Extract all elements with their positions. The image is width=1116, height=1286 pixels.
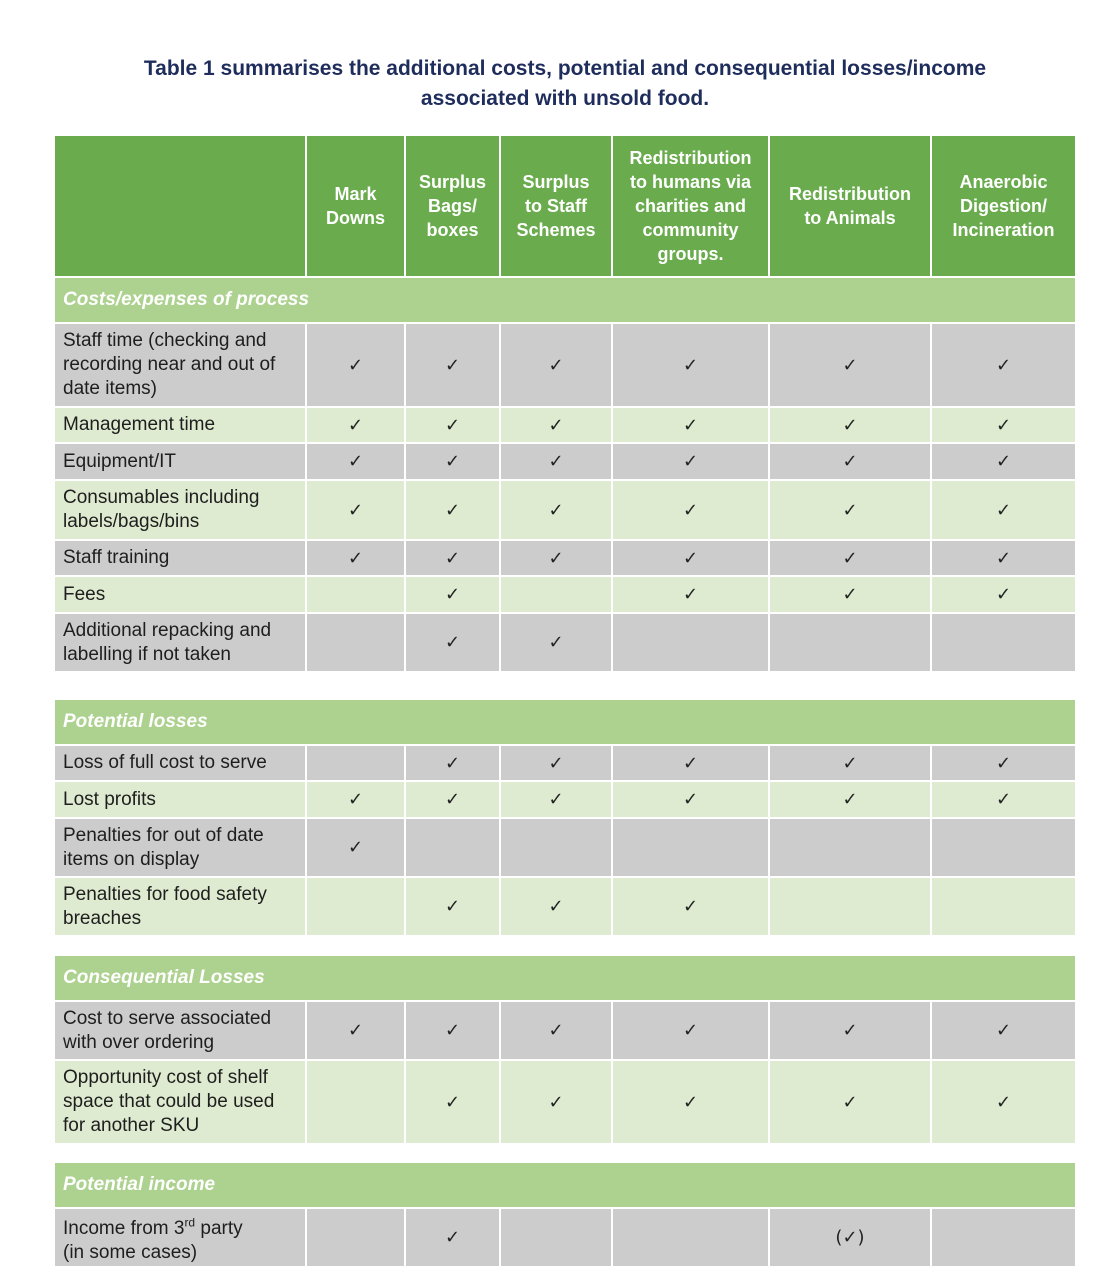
section-title: Costs/expenses of process bbox=[63, 289, 310, 310]
table-cell bbox=[307, 481, 404, 539]
table-cell bbox=[613, 444, 768, 479]
checkmark-icon: ✓ bbox=[444, 896, 461, 917]
table-cell bbox=[613, 408, 768, 442]
table-cell bbox=[406, 541, 499, 575]
checkmark-icon: ✓ bbox=[548, 499, 564, 521]
table-cell bbox=[613, 1061, 768, 1143]
line-text: date items) bbox=[63, 378, 157, 399]
table-cell bbox=[406, 324, 499, 406]
table-cell bbox=[501, 1061, 611, 1143]
checkmark-icon: ✓ bbox=[444, 1091, 461, 1113]
table-cell bbox=[406, 878, 499, 935]
row-label bbox=[55, 481, 305, 539]
line-text: Opportunity cost of shelf bbox=[63, 1067, 268, 1088]
checkmark-icon: ✓ bbox=[548, 414, 564, 436]
table-cell bbox=[613, 1002, 768, 1059]
checkmark-icon: ✓ bbox=[548, 789, 564, 810]
section-header bbox=[55, 956, 1075, 1000]
line-text: Redistribution bbox=[629, 148, 752, 168]
checkmark-icon: ✓ bbox=[995, 584, 1012, 605]
table-cell bbox=[307, 1002, 404, 1059]
line-text: Anaerobic bbox=[959, 172, 1048, 192]
table-cell bbox=[613, 541, 768, 575]
table-cell bbox=[307, 878, 404, 935]
table-cell bbox=[501, 878, 611, 935]
table-cell bbox=[932, 1061, 1075, 1143]
checkmark-icon: ✓ bbox=[682, 547, 699, 569]
table-cell bbox=[406, 408, 499, 442]
checkmark-icon: ✓ bbox=[444, 547, 461, 569]
checkmark-icon: ✓ bbox=[842, 499, 858, 521]
checkmark-icon: ✓ bbox=[444, 414, 461, 436]
table-cell bbox=[613, 819, 768, 876]
line-text: Additional repacking and bbox=[63, 619, 272, 641]
checkmark-icon: ✓ bbox=[995, 1020, 1012, 1041]
table-cell bbox=[501, 746, 611, 780]
line-text: Incineration bbox=[952, 220, 1055, 240]
line-text: groups. bbox=[657, 244, 724, 264]
checkmark-icon: ✓ bbox=[995, 451, 1012, 472]
checkmark-icon: ✓ bbox=[682, 789, 699, 810]
checkmark-icon: ✓ bbox=[444, 584, 461, 605]
line-text: Bags/ bbox=[427, 196, 477, 216]
table-cell bbox=[406, 614, 499, 671]
line-text: Income from 3rd party bbox=[63, 1215, 243, 1239]
table-cell bbox=[613, 324, 768, 406]
table-cell bbox=[307, 541, 404, 575]
line-text: Staff time (checking and bbox=[63, 330, 267, 351]
table-cell bbox=[932, 541, 1075, 575]
section-title: Potential income bbox=[63, 1174, 216, 1195]
table-cell bbox=[613, 878, 768, 935]
table-cell bbox=[501, 782, 611, 817]
row-label bbox=[55, 1002, 305, 1059]
line-text: recording near and out of bbox=[63, 354, 276, 375]
table-cell bbox=[406, 1061, 499, 1143]
checkmark-icon: ✓ bbox=[444, 752, 461, 774]
table-cell bbox=[770, 324, 930, 406]
table-cell bbox=[406, 746, 499, 780]
checkmark-icon: ✓ bbox=[995, 547, 1012, 569]
table-cell bbox=[770, 541, 930, 575]
line-text: Management time bbox=[63, 414, 216, 435]
line-text: community bbox=[642, 220, 739, 240]
table-cell bbox=[406, 577, 499, 612]
row-label bbox=[55, 782, 305, 817]
table-cell bbox=[613, 481, 768, 539]
line-text: Digestion/ bbox=[959, 196, 1047, 216]
checkmark-icon: ✓ bbox=[682, 414, 699, 436]
checkmark-icon: ✓ bbox=[347, 547, 364, 569]
checkmark-icon: ✓ bbox=[347, 499, 364, 521]
checkmark-icon: ✓ bbox=[444, 1020, 461, 1041]
caption-line-2: associated with unsold food. bbox=[420, 87, 710, 110]
checkmark-icon: ✓ bbox=[347, 451, 364, 472]
checkmark-icon: ✓ bbox=[444, 354, 461, 376]
table-cell bbox=[406, 1209, 499, 1266]
checkmark-icon: ✓ bbox=[347, 414, 364, 436]
checkmark-icon: ✓ bbox=[682, 499, 699, 521]
checkmark-icon: ✓ bbox=[842, 789, 858, 810]
header-corner bbox=[55, 136, 305, 276]
table-cell bbox=[770, 878, 930, 935]
table-cell bbox=[770, 481, 930, 539]
line-text: breaches bbox=[63, 907, 142, 929]
table-cell bbox=[932, 577, 1075, 612]
table-cell bbox=[932, 1002, 1075, 1059]
table-cell bbox=[406, 1002, 499, 1059]
line-text: Cost to serve associated bbox=[63, 1007, 272, 1029]
checkmark-icon: ✓ bbox=[682, 752, 699, 774]
row-label bbox=[55, 324, 305, 406]
row-label bbox=[55, 1209, 305, 1266]
table-cell bbox=[770, 1061, 930, 1143]
checkmark-icon: ✓ bbox=[347, 1020, 364, 1041]
line-text: labelling if not taken bbox=[63, 643, 231, 665]
table-cell bbox=[501, 1002, 611, 1059]
column-header bbox=[307, 136, 404, 276]
table-cell bbox=[770, 614, 930, 671]
section-title: Consequential Losses bbox=[63, 967, 265, 988]
table-cell bbox=[770, 782, 930, 817]
column-header bbox=[770, 136, 930, 276]
row-label bbox=[55, 1061, 305, 1143]
table-cell bbox=[307, 819, 404, 876]
section-header bbox=[55, 1163, 1075, 1207]
table-cell bbox=[613, 1209, 768, 1266]
line-text: Penalties for food safety bbox=[63, 883, 267, 905]
table-cell bbox=[501, 1209, 611, 1266]
table-cell bbox=[501, 819, 611, 876]
table-cell bbox=[406, 444, 499, 479]
table-cell bbox=[307, 782, 404, 817]
checkmark-icon: ✓ bbox=[444, 789, 461, 810]
checkmark-icon: ✓ bbox=[548, 1020, 564, 1041]
row-label bbox=[55, 746, 305, 780]
table-cell bbox=[932, 819, 1075, 876]
checkmark-icon: ✓ bbox=[548, 896, 564, 917]
table-cell bbox=[501, 324, 611, 406]
table-cell bbox=[770, 577, 930, 612]
checkmark-icon: ✓ bbox=[682, 584, 699, 605]
checkmark-icon: ✓ bbox=[548, 547, 564, 569]
table-cell bbox=[307, 746, 404, 780]
table-cell bbox=[501, 408, 611, 442]
row-label bbox=[55, 577, 305, 612]
checkmark-icon: ✓ bbox=[842, 752, 858, 774]
checkmark-icon: ✓ bbox=[995, 752, 1012, 774]
table-cell bbox=[932, 324, 1075, 406]
column-header bbox=[406, 136, 499, 276]
checkmark-icon: ✓ bbox=[842, 354, 858, 376]
checkmark-icon: ✓ bbox=[548, 632, 564, 653]
checkmark-icon: ✓ bbox=[444, 451, 461, 472]
line-text: Loss of full cost to serve bbox=[63, 752, 267, 773]
line-text: Downs bbox=[325, 208, 385, 228]
checkmark-icon: ✓ bbox=[682, 1091, 699, 1113]
row-label bbox=[55, 614, 305, 671]
table-cell bbox=[307, 324, 404, 406]
checkmark-icon: ✓ bbox=[842, 451, 858, 472]
checkmark-icon: ✓ bbox=[995, 1091, 1012, 1113]
table-cell bbox=[932, 614, 1075, 671]
section-header bbox=[55, 278, 1075, 322]
checkmark-icon: ✓ bbox=[444, 632, 461, 653]
line-text: Equipment/IT bbox=[63, 450, 176, 472]
partial-checkmark-icon: (✓) bbox=[835, 1227, 865, 1248]
line-text: boxes bbox=[426, 220, 479, 240]
table-cell bbox=[932, 878, 1075, 935]
checkmark-icon: ✓ bbox=[548, 752, 564, 774]
line-text: Consumables including bbox=[63, 487, 260, 508]
checkmark-icon: ✓ bbox=[548, 1091, 564, 1113]
checkmark-icon: ✓ bbox=[682, 354, 699, 376]
section-header bbox=[55, 700, 1075, 744]
checkmark-icon: ✓ bbox=[842, 1091, 858, 1113]
checkmark-icon: ✓ bbox=[444, 1227, 461, 1248]
line-text: to Animals bbox=[804, 208, 896, 228]
checkmark-icon: ✓ bbox=[347, 354, 364, 376]
table-cell bbox=[307, 444, 404, 479]
line-text: to humans via bbox=[629, 172, 752, 192]
line-text: Penalties for out of date bbox=[63, 824, 264, 846]
checkmark-icon: ✓ bbox=[682, 451, 699, 472]
line-text: Surplus bbox=[418, 172, 486, 192]
checkmark-icon: ✓ bbox=[548, 354, 564, 376]
table-cell bbox=[307, 1061, 404, 1143]
line-text: Schemes bbox=[516, 220, 596, 240]
table-cell bbox=[406, 782, 499, 817]
table-cell bbox=[307, 577, 404, 612]
table-cell bbox=[932, 481, 1075, 539]
table-cell bbox=[501, 577, 611, 612]
table-cell bbox=[932, 782, 1075, 817]
line-text: space that could be used bbox=[63, 1091, 275, 1112]
row-label bbox=[55, 444, 305, 479]
line-text: Staff training bbox=[63, 547, 170, 568]
checkmark-icon: ✓ bbox=[995, 414, 1012, 436]
column-header bbox=[501, 136, 611, 276]
table-caption bbox=[55, 54, 1075, 114]
table-cell bbox=[613, 782, 768, 817]
table-cell bbox=[932, 1209, 1075, 1266]
row-label bbox=[55, 541, 305, 575]
row-label bbox=[55, 819, 305, 876]
line-text: charities and bbox=[634, 196, 747, 216]
table-cell bbox=[501, 481, 611, 539]
table-cell bbox=[770, 1002, 930, 1059]
table-cell bbox=[613, 746, 768, 780]
table-cell bbox=[501, 444, 611, 479]
checkmark-icon: ✓ bbox=[347, 837, 364, 858]
line-text: labels/bags/bins bbox=[63, 511, 200, 532]
table-cell bbox=[406, 819, 499, 876]
checkmark-icon: ✓ bbox=[347, 789, 364, 810]
table-cell bbox=[501, 541, 611, 575]
checkmark-icon: ✓ bbox=[995, 789, 1012, 810]
checkmark-icon: ✓ bbox=[842, 547, 858, 569]
checkmark-icon: ✓ bbox=[682, 1020, 699, 1041]
row-label bbox=[55, 408, 305, 442]
table-cell bbox=[613, 577, 768, 612]
checkmark-icon: ✓ bbox=[444, 499, 461, 521]
table-cell bbox=[770, 444, 930, 479]
line-text: Redistribution bbox=[789, 184, 911, 204]
table-cell bbox=[932, 746, 1075, 780]
table-cell bbox=[932, 408, 1075, 442]
checkmark-icon: ✓ bbox=[548, 451, 564, 472]
checkmark-icon: ✓ bbox=[842, 414, 858, 436]
line-text: Surplus bbox=[522, 172, 590, 192]
checkmark-icon: ✓ bbox=[842, 584, 858, 605]
caption-line-1: Table 1 summarises the additional costs, potential and consequential losses/income bbox=[143, 57, 987, 80]
section-title: Potential losses bbox=[63, 711, 208, 732]
table-cell bbox=[770, 746, 930, 780]
table-cell bbox=[307, 408, 404, 442]
line-text: for another SKU bbox=[63, 1115, 200, 1136]
line-text: Mark bbox=[334, 184, 377, 204]
line-text: items on display bbox=[63, 848, 200, 870]
table-cell bbox=[307, 1209, 404, 1266]
checkmark-icon: ✓ bbox=[682, 896, 699, 917]
table-cell bbox=[501, 614, 611, 671]
table-cell bbox=[406, 481, 499, 539]
line-text: Fees bbox=[63, 583, 106, 605]
column-header bbox=[613, 136, 768, 276]
line-text: Lost profits bbox=[63, 788, 156, 810]
column-header bbox=[932, 136, 1075, 276]
table-cell bbox=[307, 614, 404, 671]
table-cell bbox=[770, 819, 930, 876]
table-cell bbox=[770, 1209, 930, 1266]
checkmark-icon: ✓ bbox=[995, 499, 1012, 521]
table-cell bbox=[932, 444, 1075, 479]
line-text: to Staff bbox=[525, 196, 587, 216]
row-label bbox=[55, 878, 305, 935]
checkmark-icon: ✓ bbox=[842, 1020, 858, 1041]
table-cell bbox=[770, 408, 930, 442]
checkmark-icon: ✓ bbox=[995, 354, 1012, 376]
table-cell bbox=[613, 614, 768, 671]
line-text: with over ordering bbox=[63, 1031, 215, 1053]
line-text: (in some cases) bbox=[63, 1241, 198, 1263]
